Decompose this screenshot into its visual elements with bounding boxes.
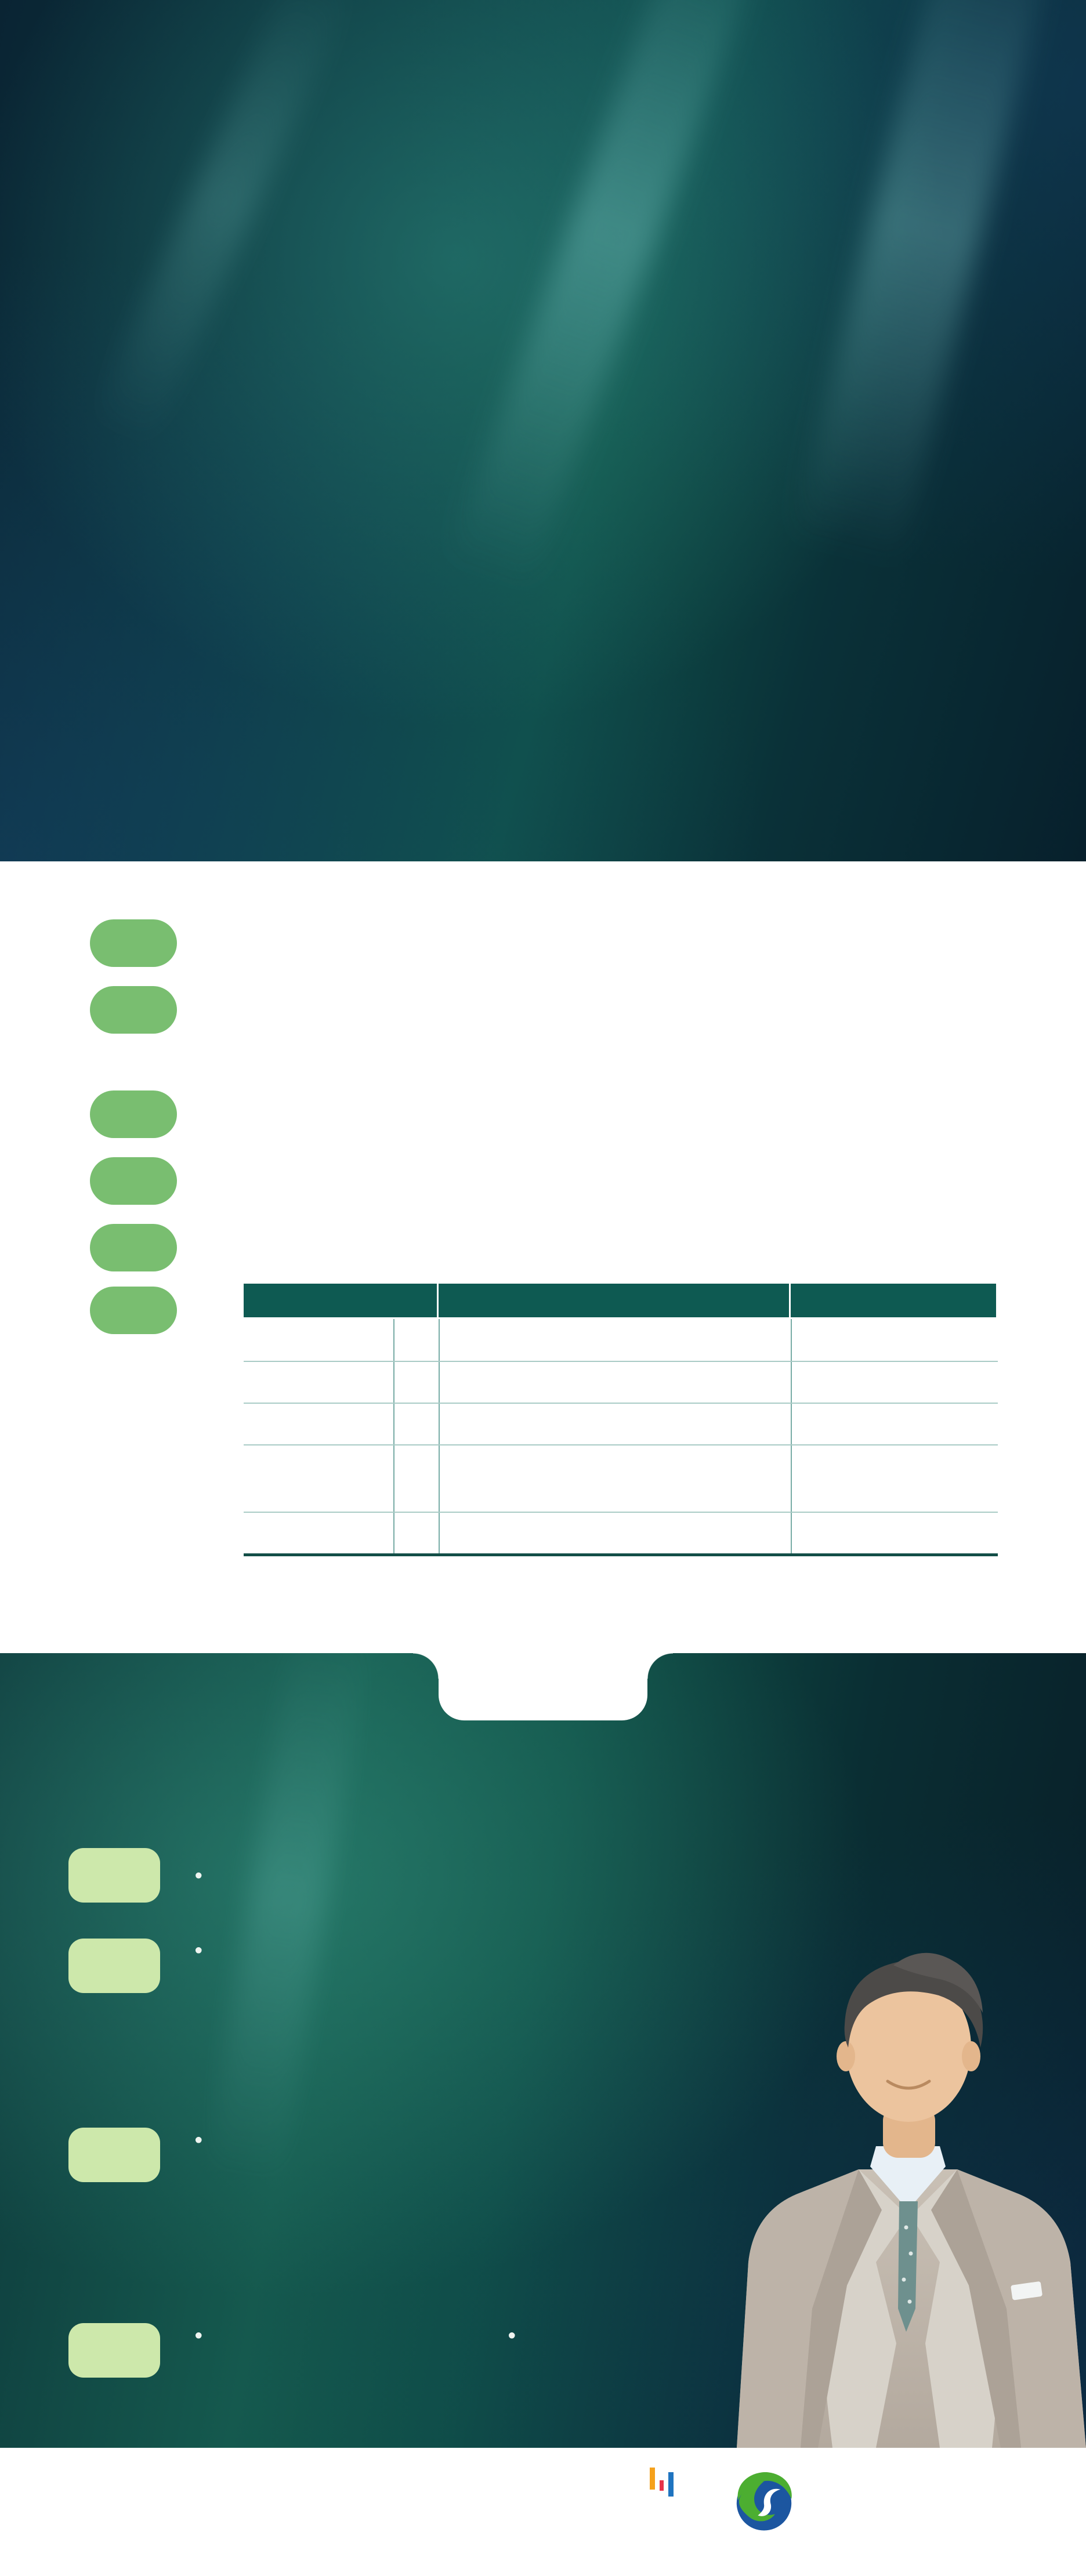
table-row: [244, 1512, 998, 1553]
table-row: [244, 1403, 998, 1444]
info-row-sponsor: [90, 1224, 226, 1271]
education-badge: [68, 1848, 160, 1903]
sponsor-badge: [90, 1224, 177, 1271]
career-badge: [68, 1939, 160, 1993]
table-row: [244, 1361, 998, 1403]
activity-badge: [68, 2128, 160, 2182]
organizer-badge: [90, 1157, 177, 1205]
info-row-organizer: [90, 1157, 226, 1205]
schedule-table-header: [244, 1284, 998, 1317]
books-badge: [68, 2323, 160, 2378]
info-row-audience: [90, 1090, 226, 1138]
schedule-table: [244, 1284, 998, 1556]
info-row-schedule: [90, 1287, 177, 1334]
venue-badge: [90, 986, 177, 1034]
audience-badge: [90, 1090, 177, 1138]
header-time: [244, 1284, 437, 1317]
special-lecture-tab: [439, 1653, 647, 1720]
seogu-swirl-icon: [730, 2468, 798, 2536]
info-row-venue: [90, 986, 226, 1034]
iva-logo: [174, 2481, 197, 2486]
footer-section: [0, 2448, 1086, 2576]
golfzon-logo-bars-icon: [650, 2468, 685, 2500]
speaker-photo: [667, 1937, 1086, 2448]
header-note: [791, 1284, 996, 1317]
seogu-logo: [730, 2468, 811, 2536]
datetime-badge: [90, 919, 177, 967]
header-content: [439, 1284, 789, 1317]
hero-section: [0, 0, 1086, 861]
table-row: [244, 1319, 998, 1361]
table-row-special-lecture: [244, 1444, 998, 1512]
schedule-badge: [90, 1287, 177, 1334]
info-section: [0, 861, 1086, 1653]
special-lecture-section: [0, 1653, 1086, 2448]
info-row-datetime: [90, 919, 226, 967]
